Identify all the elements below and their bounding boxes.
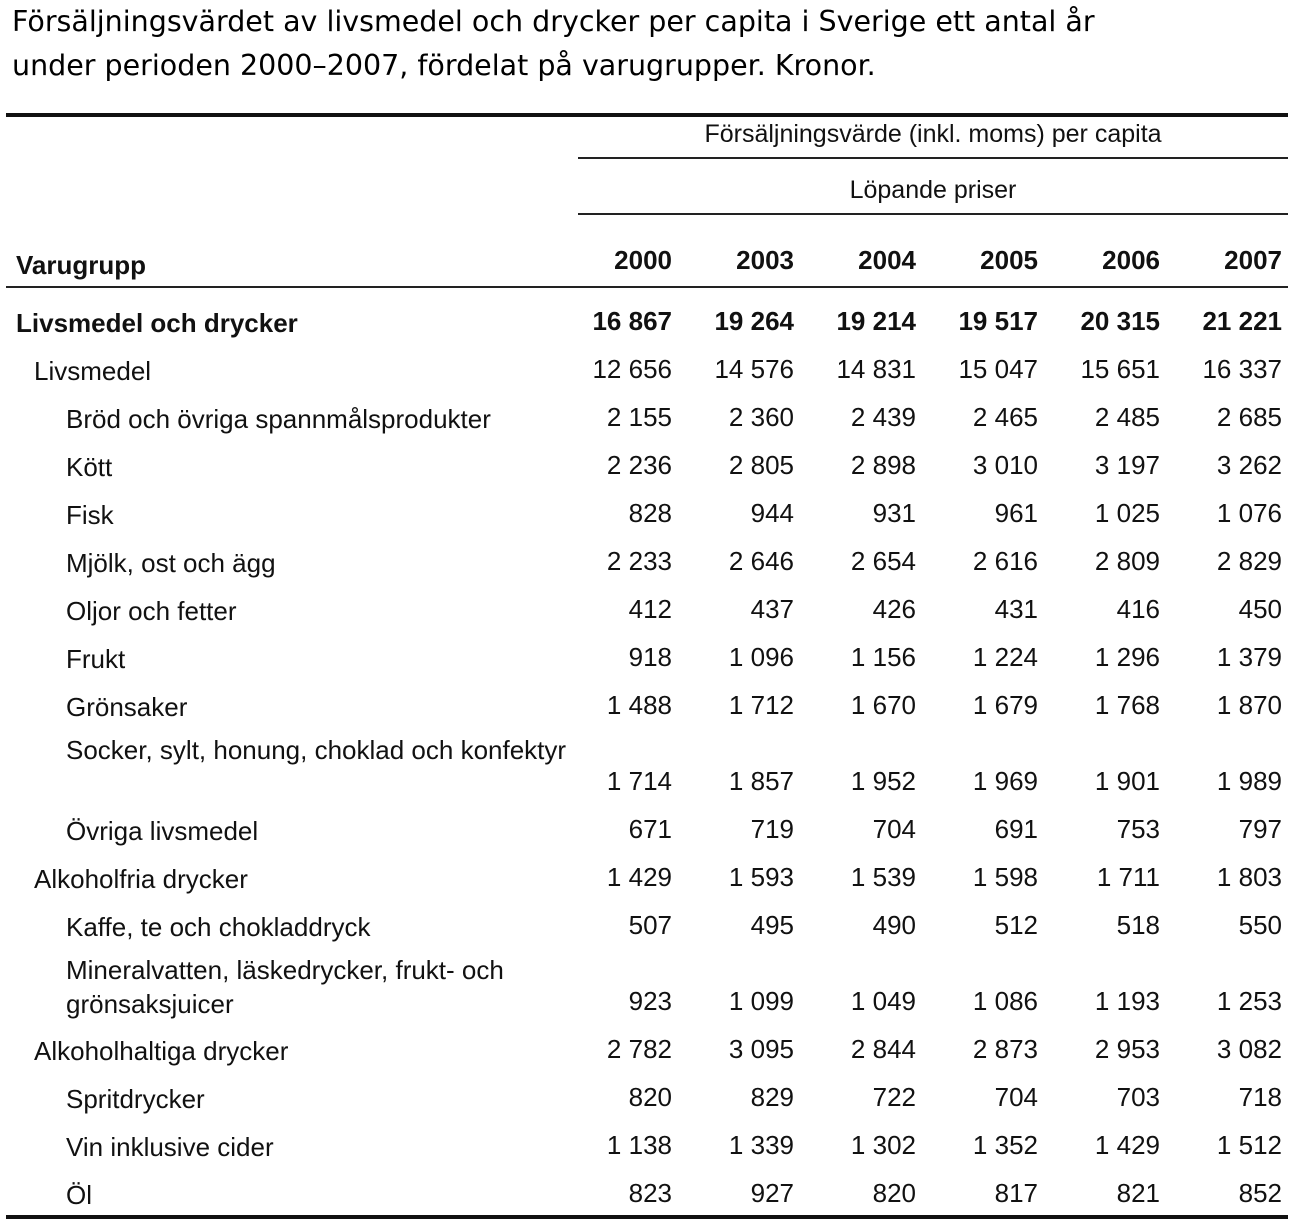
table-row <box>16 808 1288 856</box>
row-label: Kaffe, te och chokladdryck <box>66 912 371 942</box>
row-label: Övriga livsmedel <box>66 816 259 846</box>
cell-value: 426 <box>872 594 916 624</box>
cell-value: 823 <box>628 1178 672 1208</box>
cell-value: 507 <box>628 910 672 940</box>
cell-value: 1 429 <box>1094 1130 1160 1160</box>
cell-value: 1 679 <box>972 690 1038 720</box>
row-label: Livsmedel <box>34 356 152 386</box>
row-label: Frukt <box>66 644 126 674</box>
cell-value: 1 952 <box>850 766 916 796</box>
table-row <box>16 540 1288 588</box>
cell-value: 1 096 <box>728 642 794 672</box>
cell-value: 722 <box>872 1082 916 1112</box>
cell-value: 1 429 <box>606 862 672 892</box>
cell-value: 2 685 <box>1216 402 1282 432</box>
column-header-row <box>16 245 1288 281</box>
cell-value: 15 047 <box>958 354 1038 384</box>
cell-value: 14 831 <box>836 354 916 384</box>
cell-value: 3 262 <box>1216 450 1282 480</box>
cell-value: 1 224 <box>972 642 1038 672</box>
table-row <box>16 636 1288 684</box>
cell-value: 1 512 <box>1216 1130 1282 1160</box>
cell-value: 718 <box>1238 1082 1282 1112</box>
cell-value: 719 <box>750 814 794 844</box>
cell-value: 518 <box>1116 910 1160 940</box>
cell-value: 1 598 <box>972 862 1038 892</box>
table-row <box>16 300 1288 348</box>
cell-value: 3 082 <box>1216 1034 1282 1064</box>
cell-value: 2 805 <box>728 450 794 480</box>
cell-value: 14 576 <box>714 354 794 384</box>
cell-value: 821 <box>1116 1178 1160 1208</box>
cell-value: 1 768 <box>1094 690 1160 720</box>
cell-value: 15 651 <box>1080 354 1160 384</box>
caption-line-2: under perioden 2000–2007, fördelat på varugrupper. Kronor. <box>12 49 876 82</box>
row-label: Bröd och övriga spannmålsprodukter <box>66 404 491 434</box>
cell-value: 21 221 <box>1202 306 1282 336</box>
cell-value: 2 155 <box>606 402 672 432</box>
price-basis-rule <box>578 213 1288 215</box>
cell-value: 19 214 <box>836 306 916 336</box>
cell-value: 1 670 <box>850 690 916 720</box>
table-row <box>16 1028 1288 1076</box>
cell-value: 1 969 <box>972 766 1038 796</box>
bottom-rule <box>6 1215 1288 1219</box>
cell-value: 20 315 <box>1080 306 1160 336</box>
cell-value: 16 867 <box>592 306 672 336</box>
year-header: 2007 <box>1224 245 1282 275</box>
cell-value: 3 095 <box>728 1034 794 1064</box>
cell-value: 852 <box>1238 1178 1282 1208</box>
cell-value: 1 870 <box>1216 690 1282 720</box>
cell-value: 931 <box>872 498 916 528</box>
table-row <box>16 588 1288 636</box>
cell-value: 944 <box>750 498 794 528</box>
cell-value: 2 953 <box>1094 1034 1160 1064</box>
cell-value: 671 <box>628 814 672 844</box>
cell-value: 828 <box>628 498 672 528</box>
table-row <box>16 492 1288 540</box>
cell-value: 691 <box>994 814 1038 844</box>
cell-value: 1 193 <box>1094 986 1160 1016</box>
row-label: Oljor och fetter <box>66 596 237 626</box>
cell-value: 753 <box>1116 814 1160 844</box>
table-row <box>16 1172 1288 1220</box>
column-header-rule <box>6 286 1288 288</box>
cell-value: 2 654 <box>850 546 916 576</box>
cell-value: 820 <box>628 1082 672 1112</box>
cell-value: 450 <box>1238 594 1282 624</box>
row-label: Alkoholfria drycker <box>34 864 248 894</box>
cell-value: 19 517 <box>958 306 1038 336</box>
cell-value: 2 809 <box>1094 546 1160 576</box>
year-header: 2000 <box>614 245 672 275</box>
cell-value: 2 465 <box>972 402 1038 432</box>
row-label: Socker, sylt, honung, choklad och konfektyr <box>66 735 567 765</box>
cell-value: 1 488 <box>606 690 672 720</box>
row-label: Grönsaker <box>66 692 188 722</box>
top-rule <box>6 113 1288 117</box>
cell-value: 703 <box>1116 1082 1160 1112</box>
row-label: Kött <box>66 452 113 482</box>
cell-value: 2 236 <box>606 450 672 480</box>
cell-value: 1 339 <box>728 1130 794 1160</box>
cell-value: 19 264 <box>714 306 794 336</box>
table-row <box>16 904 1288 952</box>
table-row <box>16 1124 1288 1172</box>
row-label: Fisk <box>66 500 114 530</box>
year-header: 2004 <box>858 245 916 275</box>
cell-value: 12 656 <box>592 354 672 384</box>
table-row <box>16 1076 1288 1124</box>
cell-value: 1 302 <box>850 1130 916 1160</box>
cell-value: 1 253 <box>1216 986 1282 1016</box>
cell-value: 1 539 <box>850 862 916 892</box>
cell-value: 1 138 <box>606 1130 672 1160</box>
cell-value: 1 857 <box>728 766 794 796</box>
cell-value: 927 <box>750 1178 794 1208</box>
cell-value: 1 156 <box>850 642 916 672</box>
cell-value: 1 049 <box>850 986 916 1016</box>
row-label: Alkoholhaltiga drycker <box>34 1036 289 1066</box>
table-row <box>16 444 1288 492</box>
price-basis-header: Löpande priser <box>849 176 1017 204</box>
cell-value: 1 099 <box>728 986 794 1016</box>
cell-value: 2 233 <box>606 546 672 576</box>
cell-value: 416 <box>1116 594 1160 624</box>
cell-value: 2 616 <box>972 546 1038 576</box>
cell-value: 1 296 <box>1094 642 1160 672</box>
cell-value: 1 711 <box>1096 862 1160 892</box>
year-header: 2006 <box>1102 245 1160 275</box>
table-caption <box>12 0 1300 88</box>
cell-value: 3 010 <box>972 450 1038 480</box>
cell-value: 1 712 <box>728 690 794 720</box>
cell-value: 961 <box>994 498 1038 528</box>
row-label: Livsmedel och drycker <box>16 308 298 338</box>
table-row <box>16 396 1288 444</box>
cell-value: 2 898 <box>850 450 916 480</box>
cell-value: 550 <box>1238 910 1282 940</box>
cell-value: 1 593 <box>728 862 794 892</box>
table-row <box>16 732 1288 808</box>
table-row <box>16 952 1288 1028</box>
spanning-header: Försäljningsvärde (inkl. moms) per capita <box>704 120 1162 148</box>
row-label: Mjölk, ost och ägg <box>66 548 276 578</box>
cell-value: 2 485 <box>1094 402 1160 432</box>
row-header-varugrupp: Varugrupp <box>16 250 147 280</box>
cell-value: 2 844 <box>850 1034 916 1064</box>
row-label: Mineralvatten, läskedrycker, frukt- och grönsaksjuicer <box>66 955 504 1019</box>
cell-value: 1 076 <box>1216 498 1282 528</box>
cell-value: 2 782 <box>606 1034 672 1064</box>
caption-line-1: Försäljningsvärdet av livsmedel och drycker per capita i Sverige ett antal år <box>12 5 1095 38</box>
cell-value: 1 352 <box>972 1130 1038 1160</box>
cell-value: 431 <box>994 594 1038 624</box>
cell-value: 2 360 <box>728 402 794 432</box>
cell-value: 2 829 <box>1216 546 1282 576</box>
cell-value: 1 901 <box>1094 766 1160 796</box>
cell-value: 704 <box>994 1082 1038 1112</box>
cell-value: 1 803 <box>1216 862 1282 892</box>
cell-value: 1 989 <box>1216 766 1282 796</box>
cell-value: 1 379 <box>1216 642 1282 672</box>
cell-value: 817 <box>994 1178 1038 1208</box>
row-label: Spritdrycker <box>66 1084 205 1114</box>
cell-value: 797 <box>1238 814 1282 844</box>
cell-value: 2 873 <box>972 1034 1038 1064</box>
table-row <box>16 684 1288 732</box>
cell-value: 412 <box>628 594 672 624</box>
cell-value: 1 086 <box>972 986 1038 1016</box>
cell-value: 820 <box>872 1178 916 1208</box>
cell-value: 918 <box>628 642 672 672</box>
cell-value: 490 <box>872 910 916 940</box>
cell-value: 1 025 <box>1094 498 1160 528</box>
year-header: 2005 <box>980 245 1038 275</box>
cell-value: 923 <box>628 986 672 1016</box>
cell-value: 829 <box>750 1082 794 1112</box>
year-header: 2003 <box>736 245 794 275</box>
table-row <box>16 856 1288 904</box>
row-label: Vin inklusive cider <box>66 1132 274 1162</box>
cell-value: 2 439 <box>850 402 916 432</box>
table-body <box>16 300 1288 1220</box>
cell-value: 495 <box>750 910 794 940</box>
cell-value: 704 <box>872 814 916 844</box>
cell-value: 2 646 <box>728 546 794 576</box>
cell-value: 512 <box>994 910 1038 940</box>
table-row <box>16 348 1288 396</box>
cell-value: 16 337 <box>1202 354 1282 384</box>
cell-value: 437 <box>750 594 794 624</box>
spanning-header-rule <box>578 157 1288 159</box>
cell-value: 3 197 <box>1094 450 1160 480</box>
row-label: Öl <box>66 1180 92 1210</box>
cell-value: 1 714 <box>606 766 672 796</box>
